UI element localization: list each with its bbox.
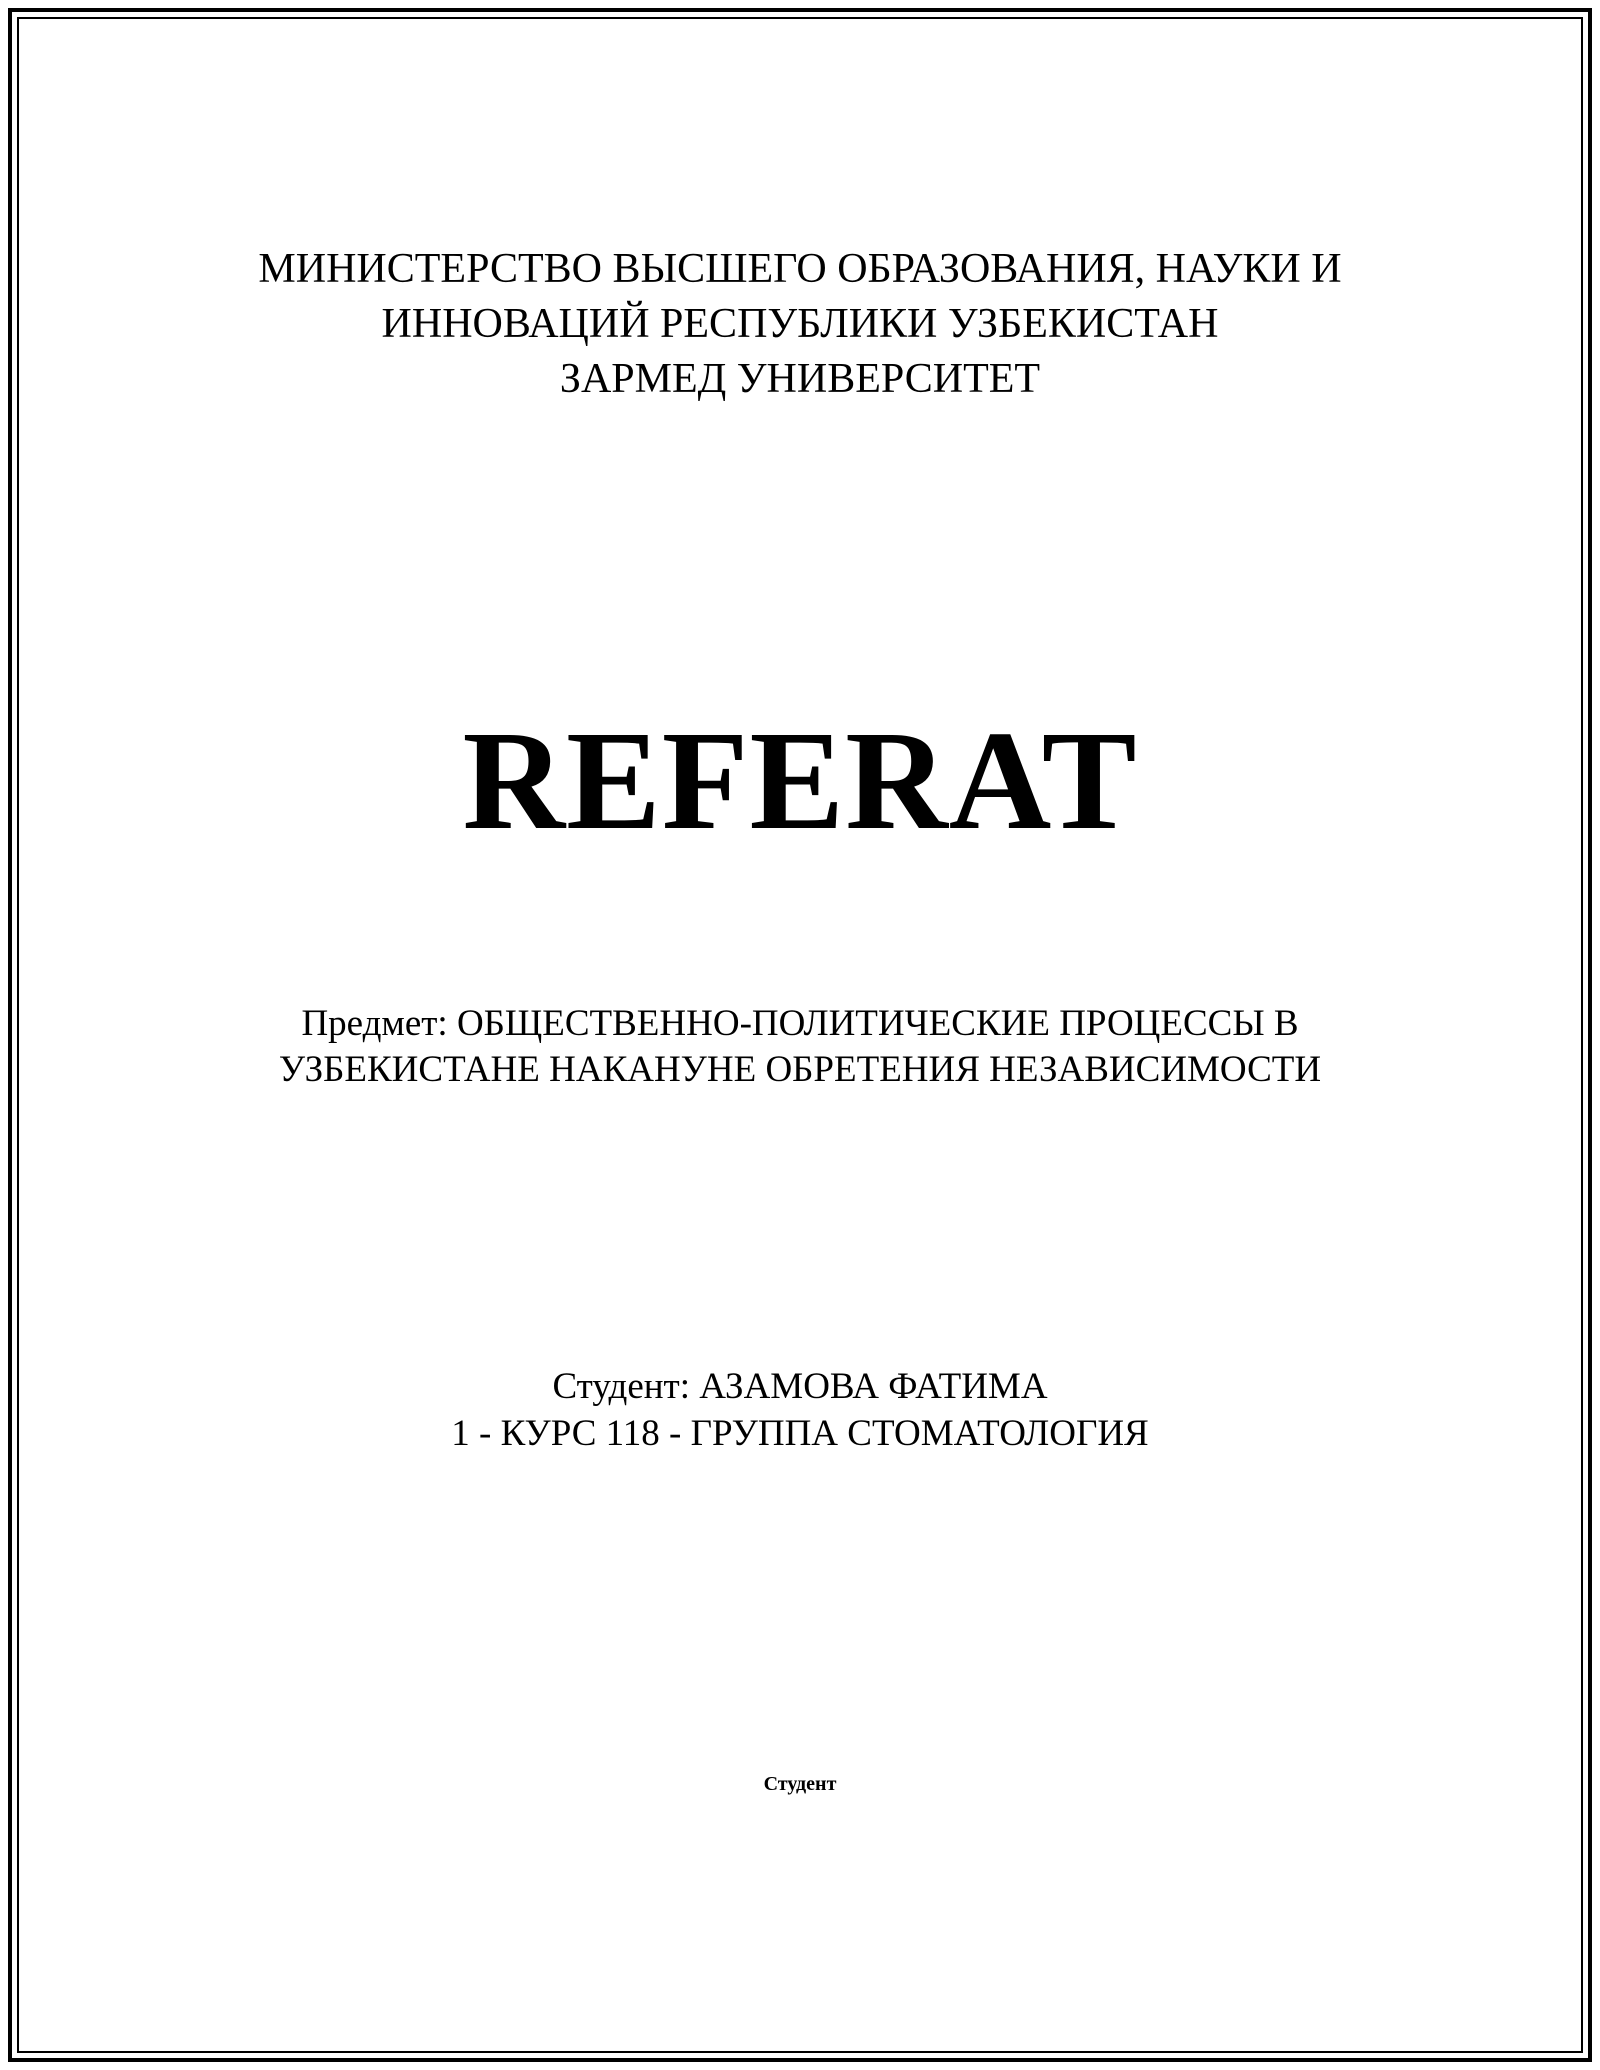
ministry-heading-line-1: МИНИСТЕРСТВО ВЫСШЕГО ОБРАЗОВАНИЯ, НАУКИ И bbox=[258, 246, 1342, 292]
subject-line-1: Предмет: ОБЩЕСТВЕННО-ПОЛИТИЧЕСКИЕ ПРОЦЕССЫ В bbox=[301, 1003, 1299, 1044]
document-title: REFERAT bbox=[462, 701, 1138, 859]
student-course-group: 1 - КУРС 118 - ГРУППА СТОМАТОЛОГИЯ bbox=[451, 1413, 1149, 1454]
university-name: ЗАРМЕД УНИВЕРСИТЕТ bbox=[559, 356, 1041, 402]
footer-student-label: Студент bbox=[763, 1773, 837, 1795]
ministry-heading-line-2: ИННОВАЦИЙ РЕСПУБЛИКИ УЗБЕКИСТАН bbox=[381, 301, 1219, 347]
subject-line-2: УЗБЕКИСТАНЕ НАКАНУНЕ ОБРЕТЕНИЯ НЕЗАВИСИМОСТИ bbox=[278, 1049, 1322, 1090]
student-name: Студент: АЗАМОВА ФАТИМА bbox=[552, 1366, 1048, 1407]
